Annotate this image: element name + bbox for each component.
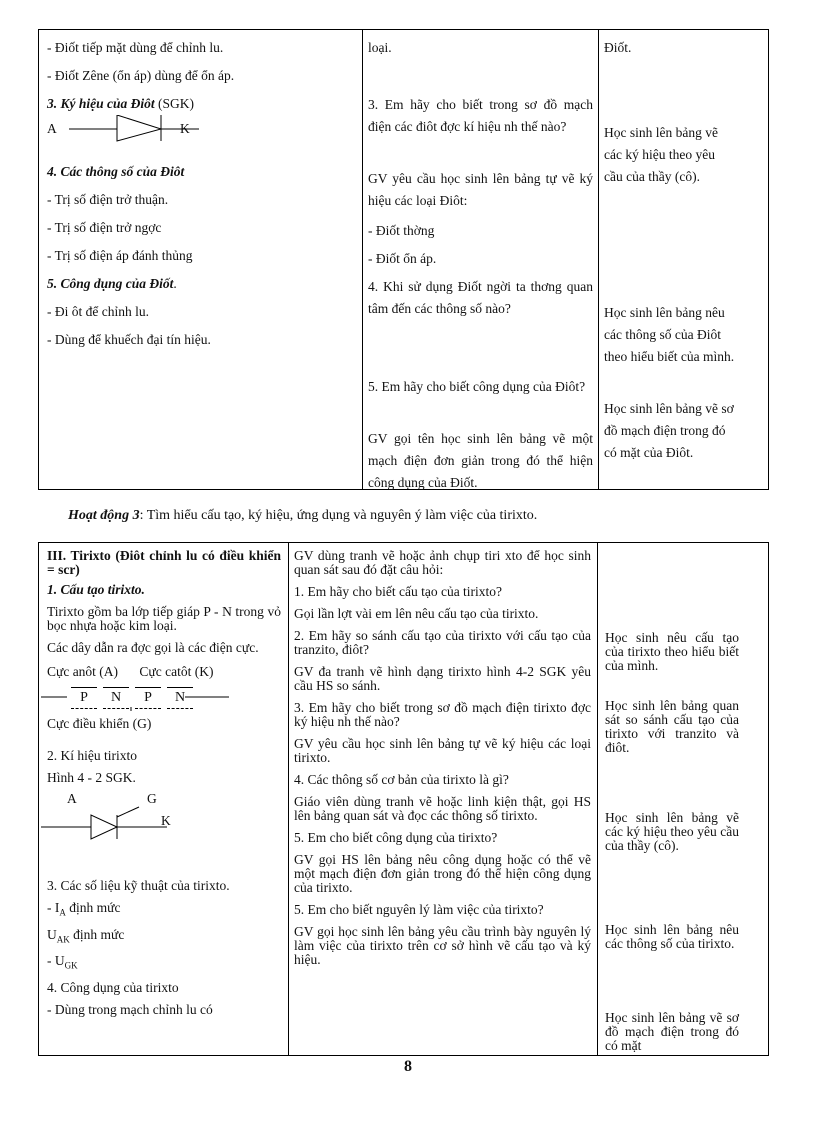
instruction: GV gọi tên học sinh lên bảng vẽ một mạch điện đơn giản trong đó thể hiện công dụng của Điốt.	[368, 431, 593, 490]
text-line: - Dùng để khuếch đại tín hiệu.	[47, 332, 211, 347]
question: 1. Em hãy cho biết cấu tạo của tirixto?	[294, 584, 503, 599]
student-activity-column	[604, 36, 764, 460]
question: 4. Khi sử dụng Điốt ngời ta thơng quan tâm đến các thông số nào?	[368, 279, 593, 316]
instruction: Giáo viên dùng tranh vẽ hoặc linh kiện thật, gọi HS lên bảng quan sát và đọc các thông số tirixto.	[294, 794, 591, 823]
response: Học sinh lên bảng vẽ sơ đồ mạch điện trong đó có mặt của Điôt.	[604, 401, 734, 460]
layer-p: P	[71, 687, 97, 709]
question: 4. Các thông số cơ bản của tirixto là gì?	[294, 772, 509, 787]
figure-ref: Hình 4 - 2 SGK.	[47, 770, 136, 785]
question: 5. Em hãy cho biết công dụng của Điôt?	[368, 379, 586, 394]
question: 2. Em hãy so sánh cấu tạo của tirixto với cấu tạo của tranzito, điôt?	[294, 628, 591, 657]
question: 3. Em hãy cho biết trong sơ đồ mạch điện tirixto đợc ký hiệu nh thế nào?	[294, 700, 591, 729]
cathode-label: K	[161, 813, 171, 828]
thyristor-symbol	[47, 791, 281, 849]
text-line: - Điốt Zêne (ổn áp) dùng để ổn áp.	[47, 68, 235, 83]
pnpn-structure	[47, 685, 281, 711]
section-heading: 1. Cấu tạo tirixto.	[47, 582, 145, 597]
layer-n: N	[103, 687, 129, 709]
teacher-activity-column	[368, 36, 593, 490]
question: 5. Em cho biết công dụng của tirixto?	[294, 830, 498, 845]
activity-heading: Hoạt động 3: Tìm hiểu cấu tạo, ký hiệu, ứng dụng và nguyên ý làm việc của tirixto.	[68, 508, 538, 523]
section-heading: 2. Kí hiệu tirixto	[47, 748, 137, 763]
text-line: - Dùng trong mạch chỉnh lu có	[47, 1002, 213, 1018]
table-diode	[38, 29, 769, 490]
text-line: Các dây dẫn ra đợc gọi là các điện cực.	[47, 640, 259, 655]
list-item: - Điốt ổn áp.	[368, 251, 437, 266]
anode-label: A	[67, 791, 77, 806]
gate-label: G	[147, 791, 157, 806]
instruction: GV yêu cầu học sinh lên bảng tự vẽ ký hiệu các loại tirixto.	[294, 736, 591, 765]
layer-p: P	[135, 687, 161, 709]
text-line: loại.	[368, 40, 392, 55]
text-line: - Đi ôt để chỉnh lu.	[47, 304, 149, 319]
section-heading: 4. Công dụng của tirixto	[47, 980, 179, 996]
spec-ugk: - $U_{GK}$	[47, 953, 78, 972]
response: Học sinh lên bảng quan sát so sánh cấu tạo của tirixto với tranzito và điôt.	[605, 698, 739, 755]
thyristor-info-column	[47, 549, 281, 1017]
cathode-label: Cực catôt (K)	[139, 664, 214, 679]
thyristor-icon	[39, 791, 209, 849]
teacher-activity-column	[294, 549, 591, 967]
spec-uak: $U_{AK}$ định mức	[47, 926, 125, 945]
question: 5. Em cho biết nguyên lý làm việc của tirixto?	[294, 902, 544, 917]
section-heading: 3. Các số liệu kỹ thuật của tirixto.	[47, 878, 230, 893]
text-line: - Trị số điện trở ngợc	[47, 220, 162, 235]
diode-symbol	[47, 115, 359, 155]
instruction: GV gọi học sinh lên bảng yêu cầu trình bày nguyên lý làm việc của tirixto trên cơ sở hình vẽ cấu tạo và ký hiệu.	[294, 924, 591, 967]
anode-label: A	[47, 121, 57, 136]
response: Học sinh lên bảng vẽ sơ đồ mạch điện trong đó có mặt	[605, 1010, 739, 1053]
text-line: Điốt.	[604, 40, 632, 55]
section-heading: 3. Ký hiệu của Điôt (SGK)	[47, 96, 195, 111]
response: Học sinh lên bảng nêu các thông số của Điôt theo hiểu biết của mình.	[604, 305, 735, 364]
instruction: GV dùng tranh vẽ hoặc ảnh chụp tiri xto để học sinh quan sát sau đó đặt câu hỏi:	[294, 548, 591, 577]
text-line: - Trị số điện trở thuận.	[47, 192, 169, 207]
text-line: Tirixto gồm ba lớp tiếp giáp P - N trong vỏ bọc nhựa hoặc kim loại.	[47, 604, 281, 633]
instruction: GV đa tranh vẽ hình dạng tirixto hình 4-2 SGK yêu cầu HS so sánh.	[294, 664, 591, 693]
instruction: GV gọi HS lên bảng nêu công dụng hoặc có thể vẽ một mạch điện đơn giản trong đó thể hiện công dụng của tirixto.	[294, 852, 591, 895]
layer-n: N	[167, 687, 193, 709]
response: Học sinh lên bảng vẽ các ký hiệu theo yêu cầu của thầy (cô).	[605, 810, 739, 853]
response: Học sinh nêu cấu tạo của tirixto theo hiểu biết của mình.	[605, 630, 739, 673]
anode-label: Cực anôt (A)	[47, 664, 119, 679]
list-item: - Điốt thờng	[368, 223, 435, 238]
gate-label: Cực điều khiển (G)	[47, 716, 152, 731]
spec-ia: - $I_A$ định mức	[47, 900, 121, 918]
instruction: GV yêu cầu học sinh lên bảng tự vẽ ký hiệu các loại Điôt:	[368, 171, 593, 208]
section-title: III. Tirixto (Điôt chỉnh lu có điều khiển = scr)	[47, 548, 281, 577]
section-heading: 4. Các thông số của Điôt	[47, 164, 185, 179]
text-line: - Điốt tiếp mặt dùng để chỉnh lu.	[47, 40, 224, 55]
question: 3. Em hãy cho biết trong sơ đồ mạch điện các điôt đợc kí hiệu nh thế nào?	[368, 97, 593, 134]
page-number: 8	[404, 1058, 412, 1075]
response: Học sinh lên bảng vẽ các ký hiệu theo yêu cầu của thầy (cô).	[604, 125, 718, 184]
response: Học sinh lên bảng nêu các thông số của tirixto.	[605, 922, 739, 951]
table-thyristor	[38, 542, 769, 1056]
diode-icon	[59, 115, 209, 155]
instruction: Gọi lần lợt vài em lên nêu cấu tạo của tirixto.	[294, 606, 539, 621]
electrode-labels	[47, 665, 281, 679]
cathode-label: K	[180, 121, 190, 136]
text-line: - Trị số điện áp đánh thủng	[47, 248, 193, 263]
section-heading: 5. Công dụng của Điốt.	[47, 276, 177, 291]
diode-info-column	[47, 36, 359, 351]
